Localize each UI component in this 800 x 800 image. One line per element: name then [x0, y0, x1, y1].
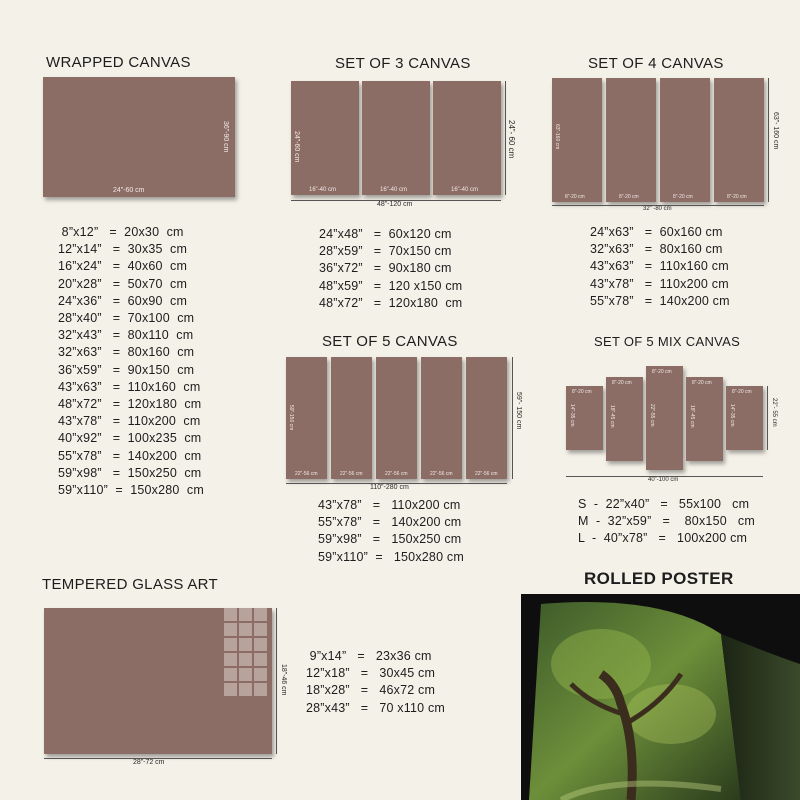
set5mix-title: SET OF 5 MIX CANVAS	[594, 334, 741, 349]
wrapped-canvas-panel	[43, 77, 235, 197]
set5-sizes-list	[318, 497, 464, 566]
size-row: 9”x14” = 23x36 cm	[306, 649, 432, 663]
glass-sizes-list	[306, 648, 445, 717]
set5mix-sizes-list	[578, 496, 755, 548]
set5mix-panel-width-label: 8”-20 cm	[612, 380, 632, 386]
size-row: 20”x28” = 50x70 cm	[58, 276, 188, 291]
poster-forest-illustration	[521, 594, 800, 800]
wrapped-canvas-title: WRAPPED CANVAS	[46, 54, 191, 71]
size-row: 18”x28” = 46x72 cm	[306, 683, 436, 698]
set5-title: SET OF 5 CANVAS	[322, 333, 458, 350]
size-row: 36”x72” = 90x180 cm	[319, 261, 452, 276]
set3-height-line	[505, 81, 506, 195]
set5mix-panel-small	[726, 386, 763, 450]
set3-total-width-label: 48”-120 cm	[377, 201, 413, 208]
poster-title: ROLLED POSTER	[584, 569, 734, 588]
set5-panel	[286, 357, 327, 479]
size-row: 55”x78” = 140x200 cm	[318, 515, 462, 530]
size-row: L - 40”x78” = 100x200 cm	[578, 531, 748, 546]
set3-panel	[433, 81, 501, 195]
set5-panel	[376, 357, 417, 479]
set3-panel-height-label: 24”-60 cm	[293, 131, 300, 163]
set3-panel-label: 16”-40 cm	[380, 187, 408, 193]
set4-title: SET OF 4 CANVAS	[588, 55, 724, 72]
glass-title: TEMPERED GLASS ART	[42, 576, 219, 593]
set5mix-total-width-label: 40”-100 cm	[648, 477, 679, 483]
set4-panel	[606, 78, 656, 202]
size-row: 24”x48” = 60x120 cm	[319, 227, 452, 241]
size-row: 12”x14” = 30x35 cm	[58, 242, 188, 257]
set5mix-height-label: 14”-35 cm	[729, 404, 735, 427]
size-row: 40”x92” = 100x235 cm	[58, 431, 202, 446]
glass-reflection	[224, 608, 267, 696]
set5mix-height-label: 22”-55 cm	[649, 404, 655, 427]
size-row: 43”x78” = 110x200 cm	[590, 276, 729, 291]
size-row: 43”x63” = 110x160 cm	[58, 379, 201, 394]
set4-height-line	[768, 78, 769, 202]
set4-panel-label: 8”-20 cm	[727, 194, 747, 200]
wrapped-height-label: 36”-90 cm	[222, 121, 229, 153]
set5-panel-height-label: 59”-150 cm	[288, 405, 294, 431]
set4-panel	[660, 78, 710, 202]
set5-panel	[331, 357, 372, 479]
size-row: 48”x72” = 120x180 cm	[58, 397, 202, 412]
size-row: 48”x59” = 120 x150 cm	[319, 278, 463, 293]
size-row: 8”x12” = 20x30 cm	[58, 225, 184, 239]
size-row: 55”x78” = 140x200 cm	[590, 293, 730, 308]
size-row: 55”x78” = 140x200 cm	[58, 448, 202, 463]
rolled-poster-image	[521, 594, 800, 800]
set5mix-panel-small	[566, 386, 603, 450]
set4-panel-label: 8”-20 cm	[619, 194, 639, 200]
glass-height-line	[276, 608, 277, 754]
set4-panel-height-label: 63”-160 cm	[554, 124, 560, 150]
size-row: 32”x43” = 80x110 cm	[58, 328, 194, 343]
set5-panel-label: 22”-56 cm	[295, 471, 318, 477]
set5mix-panel-medium	[686, 377, 723, 461]
size-row: 16”x24” = 40x60 cm	[58, 259, 188, 274]
set5mix-panel-medium	[606, 377, 643, 461]
set3-total-height-label: 24”- 60 cm	[507, 120, 516, 159]
set3-sizes-list	[319, 226, 462, 312]
set3-panel	[362, 81, 430, 195]
size-row: 43”x63” = 110x160 cm	[590, 259, 729, 274]
size-row: M - 32”x59” = 80x150 cm	[578, 514, 755, 529]
size-row: 36”x59” = 90x150 cm	[58, 362, 195, 377]
size-row: 24”x63” = 60x160 cm	[590, 225, 723, 239]
glass-panel	[44, 608, 272, 754]
set5mix-height-label: 14”-35 cm	[569, 404, 575, 427]
set5-panel	[466, 357, 507, 479]
set3-title: SET OF 3 CANVAS	[335, 55, 471, 72]
size-row: 59”x110” = 150x280 cm	[318, 549, 464, 564]
size-row: 28”x59” = 70x150 cm	[319, 244, 452, 259]
set4-panel	[714, 78, 764, 202]
set5-panel-label: 22”-56 cm	[475, 471, 498, 477]
glass-height-label: 18”-46 cm	[280, 664, 287, 696]
glass-width-label: 28”-72 cm	[133, 759, 165, 766]
size-row: 43”x78” = 110x200 cm	[318, 498, 461, 512]
set5mix-panel-large	[646, 366, 683, 470]
set5mix-height-label: 18”-45 cm	[689, 405, 695, 428]
set5mix-height-label: 18”-45 cm	[609, 405, 615, 428]
set5mix-panel-width-label: 8”-20 cm	[732, 389, 752, 395]
set3-panel-label: 16”-40 cm	[451, 187, 479, 193]
size-row: 28”x43” = 70 x110 cm	[306, 700, 446, 715]
set5-height-line	[512, 357, 513, 479]
size-row: 28”x40” = 70x100 cm	[58, 311, 195, 326]
size-row: 12”x18” = 30x45 cm	[306, 666, 436, 681]
set5mix-panel-width-label: 8”-20 cm	[692, 380, 712, 386]
size-row: 59”x98” = 150x250 cm	[58, 465, 202, 480]
set5mix-height-line	[767, 386, 768, 450]
size-row: 59”x110” = 150x280 cm	[58, 483, 204, 498]
set4-panel-label: 8”-20 cm	[673, 194, 693, 200]
set5-panel-label: 22”-56 cm	[340, 471, 363, 477]
set3-panel	[291, 81, 359, 195]
wrapped-sizes-list	[58, 224, 204, 499]
set5mix-panel-width-label: 8”-20 cm	[572, 389, 592, 395]
size-row: 32”x63” = 80x160 cm	[58, 345, 195, 360]
set3-panel-label: 16”-40 cm	[309, 187, 337, 193]
set4-panel	[552, 78, 602, 202]
set4-sizes-list	[590, 224, 730, 310]
size-row: 48”x72” = 120x180 cm	[319, 295, 463, 310]
set5-panel-label: 22”-56 cm	[430, 471, 453, 477]
set5-panel	[421, 357, 462, 479]
size-row: 32”x63” = 80x160 cm	[590, 242, 723, 257]
set4-total-height-label: 63”- 160 cm	[772, 112, 779, 150]
wrapped-width-label: 24”-60 cm	[113, 187, 145, 194]
size-row: 59”x98” = 150x250 cm	[318, 532, 462, 547]
size-row: 43”x78” = 110x200 cm	[58, 414, 201, 429]
set5-panel-label: 22”-56 cm	[385, 471, 408, 477]
set5mix-panel-width-label: 8”-20 cm	[652, 369, 672, 375]
set4-total-width-label: 32” -80 cm	[643, 206, 672, 212]
set5-total-height-label: 59”- 150 cm	[515, 392, 522, 430]
set5mix-total-height-label: 22”- 55 cm	[771, 398, 777, 427]
set4-panel-label: 8”-20 cm	[565, 194, 585, 200]
size-row: 24”x36” = 60x90 cm	[58, 293, 188, 308]
size-row: S - 22”x40” = 55x100 cm	[578, 497, 750, 511]
set5-total-width-label: 110”-280 cm	[370, 484, 409, 491]
